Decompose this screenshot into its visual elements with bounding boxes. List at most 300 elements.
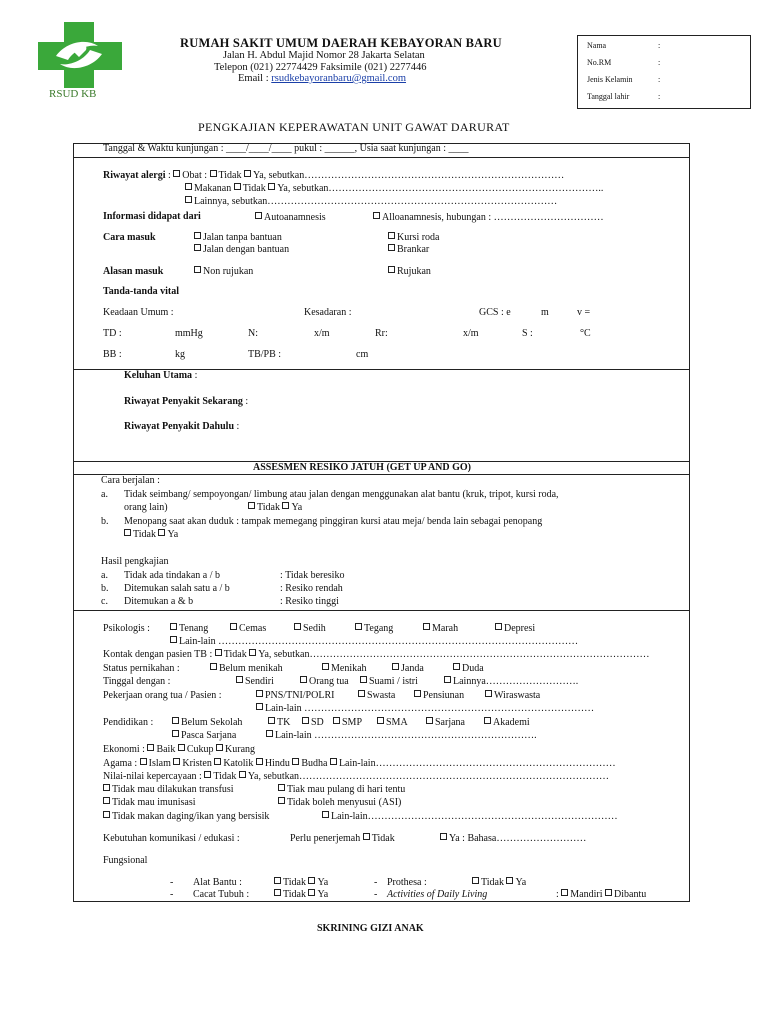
marital-opt <box>322 663 367 674</box>
psi-opt-tegang <box>355 623 393 634</box>
checkbox-katolik[interactable] <box>214 758 221 765</box>
entry-opt-3-label: Kursi roda <box>397 232 440 243</box>
communication-ya <box>440 833 586 844</box>
id-colon: : <box>658 75 661 84</box>
id-label-jenis-kelamin: Jenis Kelamin <box>587 75 633 84</box>
entry-opt-1-label: Jalan tanpa bantuan <box>203 232 282 243</box>
checkbox-lain-lain[interactable] <box>266 730 273 737</box>
checkbox-tk[interactable] <box>268 717 275 724</box>
education-opt <box>484 717 530 728</box>
fall-risk-cara-berjalan: Cara berjalan : <box>101 475 160 486</box>
option-label: Kristen <box>182 758 212 769</box>
option-label: Sendiri <box>245 676 274 687</box>
fall-risk-title: ASSESMEN RESIKO JATUH (GET UP AND GO) <box>253 462 472 473</box>
education-other <box>266 730 537 741</box>
checkbox-ya[interactable] <box>282 502 289 509</box>
entry-opt-2 <box>194 244 289 255</box>
allergy-row <box>103 170 564 181</box>
divider <box>73 157 690 158</box>
option-label: Suami / istri <box>369 676 418 687</box>
vitals-tbpb: TB/PB : <box>248 349 282 360</box>
fall-risk-a-text: Tidak seimbang/ sempoyongan/ limbung atau jalan dengan menggunakan alat bantu (kruk, tripot, kursi roda, <box>124 489 559 500</box>
vitals-xm2: x/m <box>463 328 479 339</box>
prothesa-opts <box>472 877 526 888</box>
checkbox-cukup[interactable] <box>178 744 185 751</box>
checkbox-pns[interactable] <box>256 690 263 697</box>
option-label: Kurang <box>225 744 256 755</box>
education-opt <box>172 717 242 728</box>
checkbox-swasta[interactable] <box>358 690 365 697</box>
tb-contact-label: Kontak dengan pasien TB : <box>103 649 213 660</box>
email-label: Email : <box>238 73 272 84</box>
checkbox-lain-lain[interactable] <box>330 758 337 765</box>
id-label-nama: Nama <box>587 41 607 50</box>
allergy-food-row <box>185 183 603 194</box>
option-label: Swasta <box>367 690 396 701</box>
marital-label: Status pernikahan : <box>103 663 180 674</box>
vitals-cm: cm <box>356 349 369 360</box>
checkbox-tenang[interactable] <box>170 623 177 630</box>
option-label: Ya, sebutkan………………………………………………………………………………… <box>247 771 610 782</box>
vitals-mmhg: mmHg <box>175 328 203 339</box>
hospital-address: Jalan H. Abdul Majid Nomor 28 Jakarta Selatan <box>223 50 425 61</box>
allergy-ya: Ya, sebutkan…………………………………………………………………… <box>252 170 565 181</box>
option-label: SMA <box>386 717 408 728</box>
option-label: Lainnya………………………. <box>453 676 579 687</box>
belief-opt <box>103 784 234 795</box>
allergy-makanan: Makanan <box>194 183 232 194</box>
checkbox-janda[interactable] <box>392 663 399 670</box>
fall-risk-a-options <box>248 502 302 513</box>
option-label: Ya <box>515 877 527 888</box>
option-label: TK <box>277 717 291 728</box>
education-opt <box>426 717 465 728</box>
occupation-opt <box>358 690 395 701</box>
option-label: Budha <box>301 758 328 769</box>
vitals-gcs: GCS : e <box>479 307 511 318</box>
option-tidak: Tidak <box>133 529 156 540</box>
psi-opt-cemas <box>230 623 266 634</box>
fall-risk-result-cond: Ditemukan a & b <box>124 596 194 607</box>
complaint-main <box>124 370 197 381</box>
vitals-keadaan: Keadaan Umum : <box>103 307 174 318</box>
fall-risk-result-cond: Tidak ada tindakan a / b <box>124 570 221 581</box>
option-label: Wiraswasta <box>494 690 541 701</box>
checkbox-tidak[interactable] <box>234 183 241 190</box>
adl-colon: : <box>556 889 559 900</box>
email-link[interactable]: rsudkebayoranbaru@gmail.com <box>271 73 407 84</box>
vitals-bb: BB : <box>103 349 122 360</box>
education-opt <box>333 717 362 728</box>
id-colon: : <box>658 92 661 101</box>
next-section-title: SKRINING GIZI ANAK <box>317 923 424 934</box>
checkbox-tidak[interactable] <box>215 649 222 656</box>
checkbox-ya[interactable] <box>440 833 447 840</box>
vitals-kg: kg <box>175 349 185 360</box>
occupation-label: Pekerjaan orang tua / Pasien : <box>103 690 222 701</box>
option-label: Janda <box>401 663 424 674</box>
checkbox-tegang[interactable] <box>355 623 362 630</box>
info-allo <box>373 212 604 223</box>
option-label: Lain-lain …………………………………………………………………………… <box>265 703 595 714</box>
marital-opt <box>210 663 283 674</box>
info-allo-label: Alloanamnesis, hubungan : …………………………… <box>382 212 604 223</box>
checkbox-islam[interactable] <box>140 758 147 765</box>
checkbox-kristen[interactable] <box>173 758 180 765</box>
vitals-xm1: x/m <box>314 328 330 339</box>
checkbox-menikah[interactable] <box>322 663 329 670</box>
communication-label: Kebutuhan komunikasi / edukasi : <box>103 833 240 844</box>
vitals-td: TD : <box>103 328 122 339</box>
living-opt <box>236 676 274 687</box>
option-tidak: Tidak <box>257 502 280 513</box>
checkbox-tidak[interactable] <box>204 771 211 778</box>
complaint-current <box>124 396 248 407</box>
bullet-dash: - <box>374 877 378 888</box>
religion-row <box>103 758 616 769</box>
checkbox-belum-sekolah[interactable] <box>172 717 179 724</box>
info-source-label: Informasi didapat dari <box>103 211 201 222</box>
admission-opt-2 <box>388 266 431 277</box>
allergy-obat: Obat : <box>182 170 210 181</box>
psi-opt-tenang <box>170 623 208 634</box>
option-label: Depresi <box>504 623 536 634</box>
allergy-makanan-ya: Ya, sebutkan……………………………………………………………………….. <box>277 183 604 194</box>
checkbox-tidak[interactable] <box>472 877 479 884</box>
vitals-label: Tanda-tanda vital <box>103 286 180 297</box>
fall-risk-a-mark: a. <box>101 489 108 500</box>
checkbox-hindu[interactable] <box>256 758 263 765</box>
checkbox-sendiri[interactable] <box>236 676 243 683</box>
option-label: Tidak <box>213 771 237 782</box>
checkbox-non-rujukan[interactable] <box>194 266 201 273</box>
allergy-other-row <box>185 196 557 207</box>
fall-risk-result-res: : Resiko tinggi <box>280 596 339 607</box>
id-colon: : <box>658 41 661 50</box>
checkbox-ya[interactable] <box>249 649 256 656</box>
fall-risk-b-mark: b. <box>101 516 109 527</box>
checkbox-jalan-tanpa-bantuan[interactable] <box>194 232 201 239</box>
vitals-kesadaran: Kesadaran : <box>304 307 352 318</box>
checkbox-sma[interactable] <box>377 717 384 724</box>
divider <box>73 610 690 611</box>
option-ya: Ya <box>291 502 303 513</box>
psi-opt-marah <box>423 623 458 634</box>
allergy-sep: : <box>165 170 174 181</box>
admission-opt-2-label: Rujukan <box>397 266 431 277</box>
checkbox-autoanamnesis[interactable] <box>255 212 262 219</box>
option-label: Tidak <box>223 649 247 660</box>
marital-opt <box>392 663 424 674</box>
checkbox-sedih[interactable] <box>294 623 301 630</box>
complaint-sep: : <box>242 396 249 407</box>
complaint-past-label: Riwayat Penyakit Dahulu <box>124 421 235 432</box>
fall-risk-result-mark: a. <box>101 570 108 581</box>
checkbox-suami-istri[interactable] <box>360 676 367 683</box>
option-label: PNS/TNI/POLRI <box>265 690 335 701</box>
religion-label: Agama : <box>103 758 138 769</box>
checkbox-baik[interactable] <box>147 744 154 751</box>
hospital-name: RUMAH SAKIT UMUM DAERAH KEBAYORAN BARU <box>180 36 502 50</box>
option-label: Duda <box>462 663 484 674</box>
education-opt <box>268 717 290 728</box>
checkbox-duda[interactable] <box>453 663 460 670</box>
economy-label: Ekonomi : <box>103 744 145 755</box>
option-label: Islam <box>148 758 171 769</box>
option-label: Ya : Bahasa……………………… <box>449 833 587 844</box>
checkbox-ya[interactable] <box>506 877 513 884</box>
complaint-current-label: Riwayat Penyakit Sekarang <box>124 396 243 407</box>
vitals-s: S : <box>522 328 533 339</box>
id-colon: : <box>658 58 661 67</box>
fall-risk-b-options <box>124 529 178 540</box>
checkbox-sd[interactable] <box>302 717 309 724</box>
checkbox-lain-lain[interactable] <box>170 636 177 643</box>
checkbox-ya[interactable] <box>268 183 275 190</box>
id-label-norm: No.RM <box>587 58 612 67</box>
fall-risk-hasil: Hasil pengkajian <box>101 556 169 567</box>
checkbox-obat[interactable] <box>173 170 180 177</box>
entry-opt-1 <box>194 232 282 243</box>
checkbox-budha[interactable] <box>292 758 299 765</box>
complaint-sep: : <box>234 421 240 432</box>
option-label: Belum menikah <box>219 663 283 674</box>
occupation-opt <box>485 690 540 701</box>
vitals-gcs-v: v = <box>577 307 591 318</box>
checkbox-brankar[interactable] <box>388 244 395 251</box>
checkbox-alloanamnesis[interactable] <box>373 212 380 219</box>
option-label: Belum Sekolah <box>181 717 243 728</box>
option-label: Tidak mau imunisasi <box>112 797 196 808</box>
alat-bantu-opts <box>274 877 328 888</box>
checkbox-sarjana[interactable] <box>426 717 433 724</box>
option-label: Akademi <box>493 717 530 728</box>
tb-contact-row <box>103 649 649 660</box>
option-label: Tenang <box>179 623 209 634</box>
checkbox-kursi-roda[interactable] <box>388 232 395 239</box>
belief-opt <box>103 797 196 808</box>
checkbox-smp[interactable] <box>333 717 340 724</box>
checkbox-depresi[interactable] <box>495 623 502 630</box>
id-label-tanggal-lahir: Tanggal lahir <box>587 92 630 101</box>
option-label: Lain-lain……………………………………………………………… <box>338 758 616 769</box>
occupation-other <box>256 703 594 714</box>
option-label: Tidak boleh menyusui (ASI) <box>287 797 402 808</box>
checkbox-mandiri[interactable] <box>561 889 568 896</box>
marital-opt <box>453 663 484 674</box>
checkbox-tidak[interactable] <box>274 877 281 884</box>
checkbox-wiraswasta[interactable] <box>485 690 492 697</box>
checkbox-lain-lain[interactable] <box>256 703 263 710</box>
option-label: Tegang <box>364 623 394 634</box>
checkbox-kurang[interactable] <box>216 744 223 751</box>
checkbox-ya[interactable] <box>308 877 315 884</box>
belief-opt <box>322 811 618 822</box>
living-opt <box>360 676 418 687</box>
entry-opt-4-label: Brankar <box>397 244 430 255</box>
psi-opt-sedih <box>294 623 326 634</box>
hospital-phone: Telepon (021) 22774429 Faksimile (021) 2277446 <box>214 62 427 73</box>
visit-datetime-line[interactable]: Tanggal & Waktu kunjungan : ____/____/____ pukul : ______, Usia saat kunjungan : ____ <box>103 143 469 154</box>
option-label: Marah <box>432 623 459 634</box>
info-auto <box>255 212 326 223</box>
option-label: Baik <box>156 744 176 755</box>
economy-row <box>103 744 255 755</box>
checkbox-cemas[interactable] <box>230 623 237 630</box>
fall-risk-a-text2: orang lain) <box>124 502 168 513</box>
option-label: Lain-lain………………………………………………………………… <box>331 811 618 822</box>
option-label: Menikah <box>331 663 367 674</box>
hospital-email-line <box>238 73 406 84</box>
living-opt <box>300 676 349 687</box>
entry-opt-2-label: Jalan dengan bantuan <box>203 244 290 255</box>
option-label: Tidak <box>481 877 504 888</box>
checkbox-pasca-sarjana[interactable] <box>172 730 179 737</box>
complaint-main-label: Keluhan Utama <box>124 370 193 381</box>
option-ya: Ya <box>167 529 179 540</box>
allergy-label: Riwayat alergi <box>103 170 166 181</box>
option-label: Tidak <box>283 889 306 900</box>
education-opt <box>377 717 408 728</box>
checkbox-tidak[interactable] <box>248 502 255 509</box>
option-label: Lain-lain …………………………………………………………. <box>275 730 537 741</box>
checkbox-makanan[interactable] <box>185 183 192 190</box>
fall-risk-result-mark: c. <box>101 596 108 607</box>
psi-other <box>170 636 578 647</box>
option-label: Cemas <box>239 623 267 634</box>
option-label: Tidak makan daging/ikan yang bersisik <box>112 811 270 822</box>
checkbox-pensiunan[interactable] <box>414 690 421 697</box>
allergy-tidak: Tidak <box>218 170 242 181</box>
checkbox-ya[interactable] <box>244 170 251 177</box>
belief-opt <box>103 811 269 822</box>
option-label: Ya <box>317 889 329 900</box>
checkbox-belum-menikah[interactable] <box>210 663 217 670</box>
adl-label: Activities of Daily Living <box>387 889 488 900</box>
checkbox-dibantu[interactable] <box>605 889 612 896</box>
psi-opt-depresi <box>495 623 535 634</box>
option-label: Pasca Sarjana <box>181 730 237 741</box>
checkbox-rujukan[interactable] <box>388 266 395 273</box>
checkbox-lainnya[interactable] <box>185 196 192 203</box>
option-label: SD <box>311 717 324 728</box>
checkbox-lain-lain[interactable] <box>322 811 329 818</box>
option-label: Ya <box>317 877 329 888</box>
checkbox-tidak[interactable] <box>363 833 370 840</box>
checkbox-ya[interactable] <box>239 771 246 778</box>
complaint-past <box>124 421 239 432</box>
beliefs-label: Nilai-nilai kepercayaan : <box>103 771 202 782</box>
allergy-tidak: Tidak <box>242 183 266 194</box>
option-label: Orang tua <box>309 676 349 687</box>
option-label: Sarjana <box>435 717 465 728</box>
option-label: Hindu <box>264 758 290 769</box>
option-label: Dibantu <box>614 889 647 900</box>
option-label: Tidak <box>283 877 306 888</box>
fall-risk-result-res: : Tidak beresiko <box>280 570 345 581</box>
cacat-opts <box>274 889 328 900</box>
admission-opt-1 <box>194 266 253 277</box>
checkbox-tidak[interactable] <box>124 529 131 536</box>
education-opt <box>302 717 324 728</box>
functional-label: Fungsional <box>103 855 148 866</box>
checkbox-daging[interactable] <box>103 811 110 818</box>
checkbox-imunisasi[interactable] <box>103 797 110 804</box>
occupation-opt <box>414 690 464 701</box>
admission-opt-1-label: Non rujukan <box>203 266 254 277</box>
patient-id-box <box>577 35 751 109</box>
info-auto-label: Autoanamnesis <box>264 212 326 223</box>
option-label: Mandiri <box>570 889 603 900</box>
bullet-dash: - <box>374 889 378 900</box>
option-label: SMP <box>342 717 363 728</box>
checkbox-tidak[interactable] <box>274 889 281 896</box>
cacat-label: Cacat Tubuh : <box>193 889 250 900</box>
complaint-sep: : <box>192 370 198 381</box>
entry-opt-3 <box>388 232 440 243</box>
form-title: PENGKAJIAN KEPERAWATAN UNIT GAWAT DARURAT <box>198 120 510 134</box>
logo-caption: RSUD KB <box>49 88 97 100</box>
option-label: Katolik <box>223 758 254 769</box>
checkbox-orang-tua[interactable] <box>300 676 307 683</box>
fall-risk-b-text: Menopang saat akan duduk : tampak memegang pinggiran kursi atau meja/ benda lain sebagai penopang <box>124 516 543 527</box>
belief-opt <box>278 797 401 808</box>
admission-reason-label: Alasan masuk <box>103 266 164 277</box>
option-label: Ya, sebutkan………………………………………………………………………………………… <box>258 649 650 660</box>
option-label: Tidak mau dilakukan transfusi <box>112 784 234 795</box>
checkbox-transfusi[interactable] <box>103 784 110 791</box>
checkbox-tidak[interactable] <box>210 170 217 177</box>
option-label: Pensiunan <box>423 690 465 701</box>
occupation-opt <box>256 690 334 701</box>
checkbox-jalan-dengan-bantuan[interactable] <box>194 244 201 251</box>
checkbox-marah[interactable] <box>423 623 430 630</box>
prothesa-label: Prothesa : <box>387 877 427 888</box>
vitals-gcs-m: m <box>541 307 549 318</box>
checkbox-pulang[interactable] <box>278 784 285 791</box>
option-label: Sedih <box>303 623 326 634</box>
education-label: Pendidikan : <box>103 717 154 728</box>
checkbox-akademi[interactable] <box>484 717 491 724</box>
psikologis-row <box>103 623 150 634</box>
option-label: Lain-lain ……………………………………………………………………………………………… <box>179 636 579 647</box>
fall-risk-result-res: : Resiko rendah <box>280 583 343 594</box>
adl-opts <box>556 889 646 900</box>
allergy-lainnya: Lainnya, sebutkan…………………………………………………………………………… <box>194 196 558 207</box>
living-label: Tinggal dengan : <box>103 676 171 687</box>
checkbox-asi[interactable] <box>278 797 285 804</box>
hospital-logo <box>36 20 126 102</box>
belief-opt <box>278 784 405 795</box>
entry-opt-4 <box>388 244 429 255</box>
fall-risk-result-mark: b. <box>101 583 109 594</box>
green-cross-hands-heart-icon <box>36 20 126 90</box>
beliefs-row <box>103 771 609 782</box>
bullet-dash: - <box>170 889 174 900</box>
option-label: Tiak mau pulang di hari tentu <box>287 784 406 795</box>
psikologis-label: Psikologis : <box>103 623 150 634</box>
option-label: Cukup <box>186 744 214 755</box>
living-opt <box>444 676 578 687</box>
communication-options <box>290 833 395 844</box>
checkbox-lainnya[interactable] <box>444 676 451 683</box>
checkbox-ya[interactable] <box>308 889 315 896</box>
alat-bantu-label: Alat Bantu : <box>193 877 242 888</box>
bullet-dash: - <box>170 877 174 888</box>
education-opt <box>172 730 236 741</box>
vitals-rr: Rr: <box>375 328 388 339</box>
checkbox-ya[interactable] <box>158 529 165 536</box>
